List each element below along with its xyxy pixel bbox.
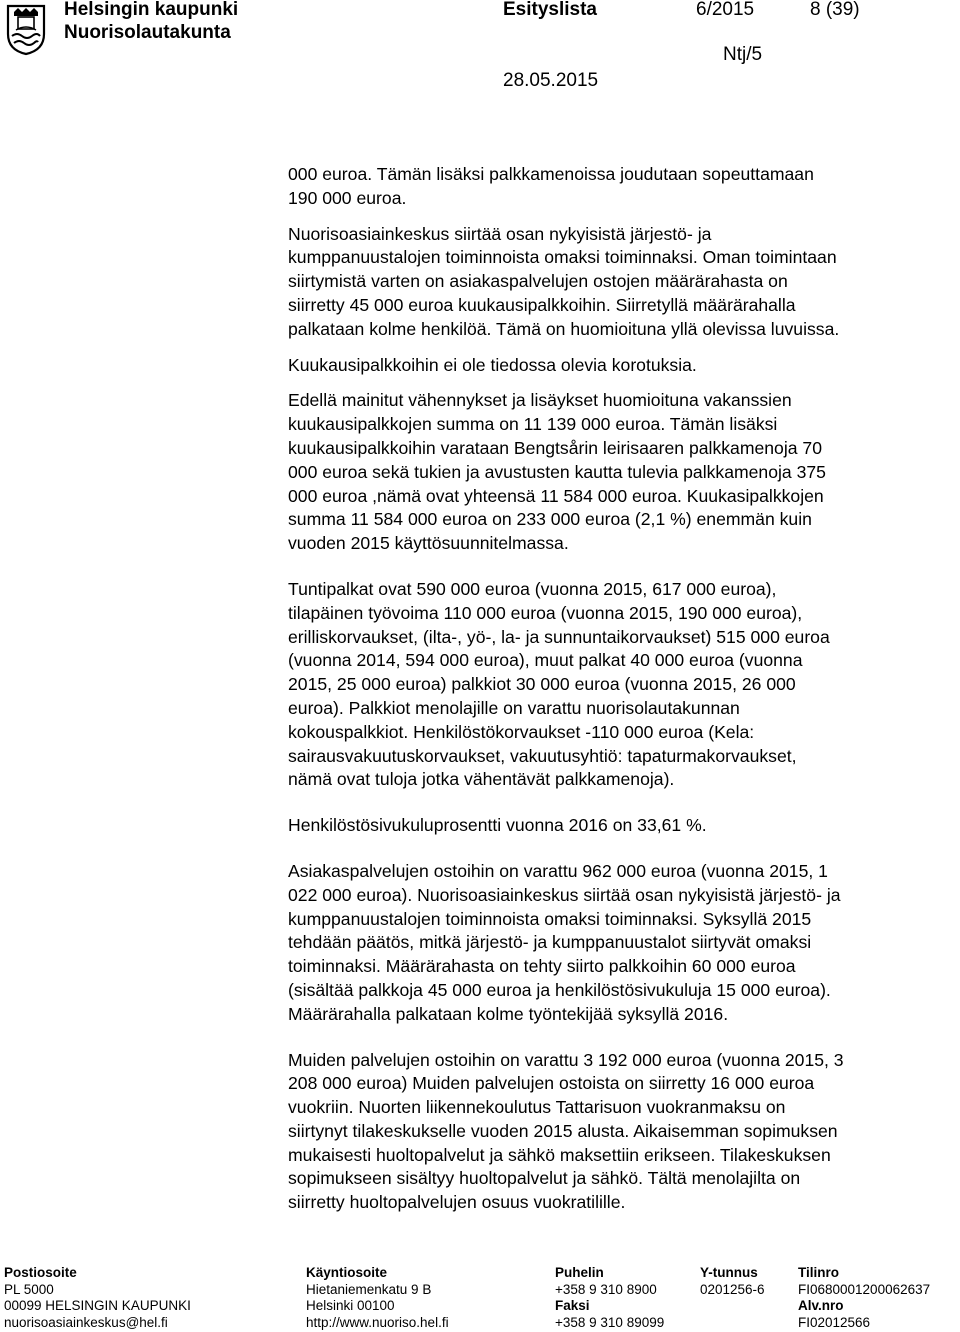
footer-visit-column — [306, 1265, 449, 1331]
footer-line: FI02012566 — [798, 1314, 871, 1330]
footer-postal-column — [4, 1265, 191, 1331]
footer-heading: Puhelin — [555, 1265, 604, 1280]
footer-heading: Faksi — [555, 1298, 590, 1313]
footer-line: PL 5000 — [4, 1281, 54, 1297]
paragraph: Tuntipalkat ovat 590 000 euroa (vuonna 2015, 617 000 euroa), tilapäinen työvoima 110 000 euroa (vuonna 2015, 190 000 euroa), erilliskorvaukset, (ilta-, yö-, la- ja sunnuntaikorvaukset) 515 000 euroa (vuonna 2014, 594 000 euroa), muut palkat 40 000 euroa (vuonna 2015, 25 000 euroa) palkkiot 30 000 euroa (vuonna 2015, 26 000 euroa). Palkkiot menolajille on varattu nuorisolautakunnan kokouspalkkiot. Henkilöstökorvaukset -110 000 euroa (Kela: sairausvakuutuskorvaukset, vakuutusyhtiö: tapaturmakorvaukset, nämä ovat tuloja jotka vähentävät palkkamenoja). — [288, 578, 830, 790]
paragraph: Nuorisoasiainkeskus siirtää osan nykyisistä järjestö- ja kumppanuustalojen toiminnoista omaksi toiminnaksi. Oman toimintaan siirtymistä varten on asiakaspalvelujen ostojen määrärahasta on siirretty 45 000 euroa kuukausipalkkoihin. Siirretyllä määrärahalla palkataan kolme henkilöä. Tämä on huomioituna yllä olevissa luvuissa. — [288, 223, 840, 339]
paragraph: 000 euroa. Tämän lisäksi palkkamenoissa joudutaan sopeuttamaan 190 000 euroa. — [288, 164, 814, 208]
footer-business-id-column — [700, 1265, 765, 1298]
doc-type: Esityslista — [503, 0, 597, 20]
footer-phone-column — [555, 1265, 664, 1331]
footer-line: Helsinki 00100 — [306, 1298, 395, 1313]
helsinki-coat-of-arms-icon — [6, 4, 46, 56]
paragraph: Henkilöstösivukuluprosentti vuonna 2016 on 33,61 %. — [288, 815, 707, 836]
unit-name: Nuorisolautakunta — [64, 22, 231, 43]
footer-heading: Tilinro — [798, 1265, 840, 1280]
footer-line: FI0680001200062637 — [798, 1281, 931, 1297]
footer-heading: Postiosoite — [4, 1265, 77, 1280]
footer-account-column — [798, 1265, 930, 1331]
org-name: Helsingin kaupunki — [64, 0, 239, 20]
agenda-item: Ntj/5 — [723, 44, 763, 65]
footer-line: 00099 HELSINGIN KAUPUNKI — [4, 1298, 191, 1313]
footer-line: +358 9 310 8900 — [555, 1281, 657, 1297]
footer-email: nuorisoasiainkeskus@hel.fi — [4, 1314, 168, 1330]
document-body — [288, 163, 948, 1227]
footer-line: Hietaniemenkatu 9 B — [306, 1281, 432, 1297]
paragraph: Kuukausipalkkoihin ei ole tiedossa olevia korotuksia. — [288, 354, 697, 375]
footer-website: http://www.nuoriso.hel.fi — [306, 1314, 449, 1330]
doc-number: 6/2015 — [696, 0, 755, 20]
paragraph: Asiakaspalvelujen ostoihin on varattu 962 000 euroa (vuonna 2015, 1 022 000 euroa). Nuorisoasiainkeskus siirtää osan nykyisistä järjestö- ja kumppanuustalojen toiminnoista omaksi toiminnaksi. Syksyllä 2015 tehdään päätös, mitkä järjestö- ja kumppanuustalot siirtyvät omaksi toiminnaksi. Määrärahasta on tehty siirto palkkoihin 60 000 euroa (sisältää palkkoja 45 000 euroa ja henkilöstösivukuluja 15 000 euroa). Määrärahalla palkataan kolme työntekijää syksyllä 2016. — [288, 860, 841, 1024]
paragraph: Edellä mainitut vähennykset ja lisäykset huomioituna vakanssien kuukausipalkkojen summa on 11 139 000 euroa. Tämän lisäksi kuukausipalkkoihin varataan Bengtsårin leirisaaren palkkamenoja 70 000 euroa sekä tukien ja avustusten kautta tulevia palkkamenoja 375 000 euroa ,nämä ovat yhteensä 11 584 000 euroa. Kuukasipalkkojen summa 11 584 000 euroa on 233 000 euroa (2,1 %) enemmän kuin vuoden 2015 käyttösuunnitelmassa. — [288, 390, 826, 554]
footer-line: 0201256-6 — [700, 1281, 765, 1297]
meeting-date: 28.05.2015 — [503, 70, 599, 91]
paragraph: Muiden palvelujen ostoihin on varattu 3 192 000 euroa (vuonna 2015, 3 208 000 euroa) Muiden palvelujen ostoista on siirretty 16 000 euroa vuokriin. Nuorten liikennekoulutus Tattarisuon vuokranmaksu on siirtynyt tilakeskukselle vuoden 2015 alusta. Aikaisemman sopimuksen mukaisesti huoltopalvelut ja sähkö maksettiin erikseen. Tilakeskuksen sopimukseen sisältyy huoltopalvelut ja sähkö. Tältä menolajilta on siirretty huoltopalvelujen osuus vuokratilille. — [288, 1049, 844, 1213]
footer-heading: Alv.nro — [798, 1298, 844, 1313]
page-number: 8 (39) — [810, 0, 860, 20]
footer-heading: Käyntiosoite — [306, 1265, 388, 1280]
footer-heading: Y-tunnus — [700, 1265, 758, 1280]
footer-line: +358 9 310 89099 — [555, 1314, 665, 1330]
